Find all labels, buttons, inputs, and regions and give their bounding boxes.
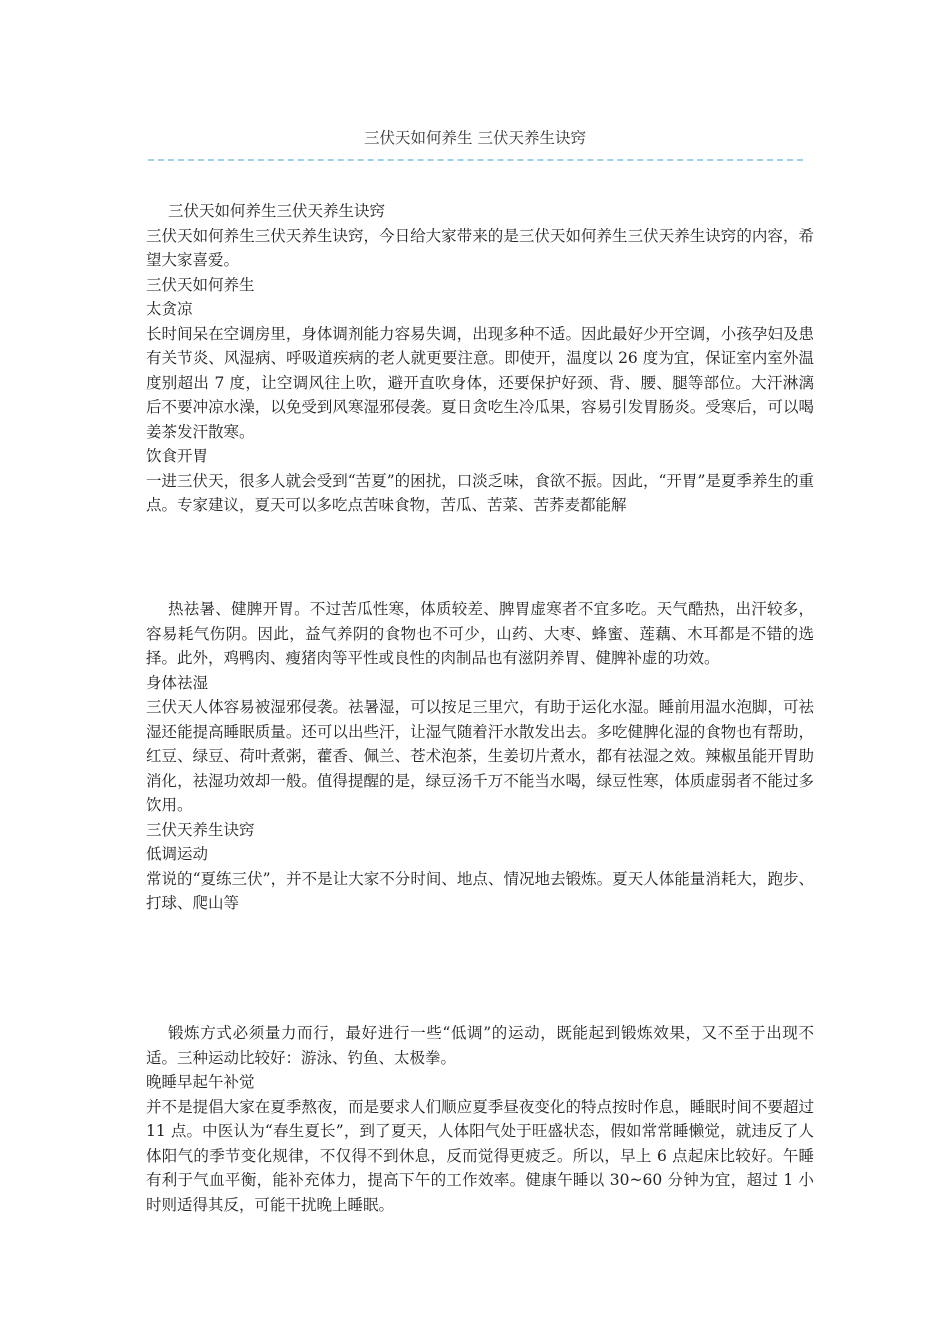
paragraph-exercise-cont: 锻炼方式必须量力而行，最好进行一些“低调”的运动，既能起到锻炼效果，又不至于出现不适。三种运动比较好：游泳、钓鱼、太极拳。 — [146, 1024, 814, 1067]
paragraph-cool: 长时间呆在空调房里，身体调剂能力容易失调，出现多种不适。因此最好少开空调，小孩孕妇及患有关节炎、风湿病、呼吸道疾病的老人就更要注意。即使开，温度以 26 度为宜，保证室内室外温度别超出 7 度，让空调风往上吹，避开直吹身体，还要保护好颈、背、腰、腿等部位。大汗淋漓后不要冲凉水澡，以免受到风寒湿邪侵袭。夏日贪吃生冷瓜果，容易引发胃肠炎。受寒后，可以喝姜茶发汗散寒。 — [146, 324, 814, 441]
heading-how: 三伏天如何养生 — [146, 275, 255, 294]
heading-cool: 太贪凉 — [146, 300, 193, 318]
heading-tips: 三伏天养生诀窍 — [146, 820, 255, 839]
paragraph-appetite-cont: 热祛暑、健脾开胃。不过苦瓜性寒，体质较差、脾胃虚寒者不宜多吃。天气酷热，出汗较多，容易耗气伤阴。因此，益气养阴的食物也不可少，山药、大枣、蜂蜜、莲藕、木耳都是不错的选择。此外，鸡鸭肉、瘦猪肉等平性或良性的肉制品也有滋阴养胃、健脾补虚的功效。 — [146, 600, 814, 667]
heading-sleep: 晚睡早起午补觉 — [146, 1073, 255, 1091]
heading-damp: 身体祛湿 — [146, 673, 209, 692]
intro-paragraph: 三伏天如何养生三伏天养生诀窍，今日给大家带来的是三伏天如何养生三伏天养生诀窍的内容，希望大家喜爱。 — [146, 226, 814, 269]
section-2 — [146, 597, 814, 916]
paragraph-exercise: 常说的“夏练三伏”，并不是让大家不分时间、地点、情况地去锻炼。夏天人体能量消耗大，跑步、打球、爬山等 — [146, 869, 814, 912]
heading-appetite: 饮食开胃 — [146, 447, 209, 465]
paragraph-sleep: 并不是提倡大家在夏季熬夜，而是要求人们顺应夏季昼夜变化的特点按时作息，睡眠时间不要超过 11 点。中医认为“春生夏长”，到了夏天，人体阳气处于旺盛状态，假如常常睡懒觉，就违反了人体阳气的季节变化规律，不仅得不到休息，反而觉得更疲乏。所以，早上 6 点起床比较好。午睡有利于气血平衡，能补充体力，提高下午的工作效率。健康午睡以 30~60 分钟为宜，超过 1 小时则适得其反，可能干扰晚上睡眠。 — [146, 1097, 814, 1214]
title-divider — [148, 159, 803, 161]
heading-exercise: 低调运动 — [146, 845, 209, 863]
subtitle: 三伏天如何养生三伏天养生诀窍 — [168, 202, 386, 220]
paragraph-appetite: 一进三伏天，很多人就会受到“苦夏”的困扰，口淡乏味，食欲不振。因此，“开胃”是夏季养生的重点。专家建议，夏天可以多吃点苦味食物，苦瓜、苦菜、苦荞麦都能解 — [146, 471, 814, 514]
page-title: 三伏天如何养生 三伏天养生诀窍 — [364, 129, 586, 147]
paragraph-damp: 三伏天人体容易被湿邪侵袭。祛暑湿，可以按足三里穴，有助于运化水湿。睡前用温水泡脚，可祛湿还能提高睡眠质量。还可以出些汗，让湿气随着汗水散发出去。多吃健脾化湿的食物也有帮助，红豆、绿豆、荷叶煮粥，藿香、佩兰、苍术泡茶，生姜切片煮水，都有祛湿之效。辣椒虽能开胃助消化，祛湿功效却一般。值得提醒的是，绿豆汤千万不能当水喝，绿豆性寒，体质虚弱者不能过多饮用。 — [146, 698, 814, 814]
section-1 — [146, 199, 814, 518]
section-3 — [146, 1021, 814, 1217]
